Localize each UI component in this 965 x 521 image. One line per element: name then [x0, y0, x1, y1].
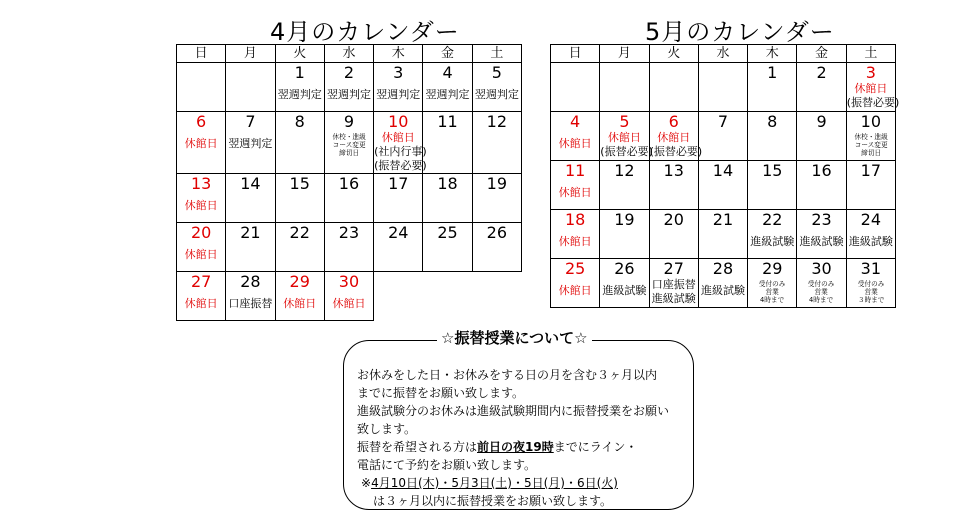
day-note: 翌週判定: [376, 88, 421, 101]
notice-line: [357, 438, 687, 456]
day-number: 15: [289, 174, 310, 193]
empty-day-cell: [226, 63, 275, 112]
day-number: 1: [294, 63, 305, 82]
weekday-header: 月: [226, 45, 275, 63]
day-note: (振替必要): [649, 145, 703, 158]
day-note: (振替必要): [846, 96, 900, 109]
affected-dates: 4月10日(木)・5月3日(土)・5日(月)・6日(火): [371, 476, 618, 490]
day-cell: [551, 210, 600, 259]
day-cell: [797, 259, 846, 308]
day-cell: [846, 161, 895, 210]
week-row: [177, 63, 522, 112]
day-cell: [600, 210, 649, 259]
day-number: 18: [437, 174, 458, 193]
day-number: 19: [614, 210, 635, 229]
day-note: 休館日: [558, 186, 592, 199]
day-number: 23: [811, 210, 832, 229]
day-number: 16: [811, 161, 832, 180]
weekday-header: 土: [472, 45, 521, 63]
day-note: 休館日: [558, 284, 592, 297]
day-number: 12: [614, 161, 635, 180]
day-number: 29: [762, 259, 783, 278]
day-cell: [846, 63, 900, 112]
day-number: 3: [393, 63, 404, 82]
day-number: 21: [712, 210, 734, 229]
day-cell: [748, 63, 797, 112]
day-number: 20: [190, 223, 212, 242]
day-cell: [748, 259, 797, 308]
day-number: 14: [240, 174, 261, 193]
day-note-small: 締切日: [860, 149, 881, 157]
day-cell: [423, 223, 472, 272]
weekday-header: 土: [846, 45, 895, 63]
week-row: [551, 161, 896, 210]
day-number: 16: [338, 174, 360, 193]
day-number: 10: [860, 112, 882, 131]
day-number: 23: [338, 223, 360, 242]
day-cell: [226, 272, 275, 321]
day-number: 20: [663, 210, 684, 229]
weekday-header: 火: [275, 45, 324, 63]
day-cell: [797, 210, 846, 259]
empty-area: [472, 272, 521, 321]
day-cell: [472, 112, 521, 174]
day-cell: [177, 112, 226, 174]
day-cell: [698, 161, 747, 210]
day-note-small: 営業: [765, 288, 779, 296]
day-cell: [748, 161, 797, 210]
week-row: [177, 272, 522, 321]
day-cell: [177, 272, 226, 321]
day-note: 休館日: [332, 297, 366, 310]
day-cell: [177, 174, 226, 223]
day-number: 3: [865, 63, 876, 82]
day-cell: [649, 259, 698, 308]
day-cell: [275, 112, 324, 174]
day-note: 休館日: [607, 131, 641, 144]
day-number: 27: [663, 259, 684, 278]
day-number: 18: [564, 210, 586, 229]
day-note: 翌週判定: [228, 137, 273, 150]
day-note-small: 締切日: [339, 149, 359, 157]
day-note: 翌週判定: [425, 88, 470, 101]
day-note: (振替必要): [600, 145, 653, 158]
day-note: 休館日: [283, 297, 317, 310]
day-number: 10: [388, 112, 409, 131]
day-note: 休館日: [184, 137, 218, 150]
weekday-header: 木: [374, 45, 423, 63]
day-number: 2: [343, 63, 355, 82]
day-number: 5: [491, 63, 502, 82]
notice-line: までに振替をお願い致します。: [357, 386, 525, 400]
day-note: 休館日: [558, 235, 592, 248]
weekday-header: 金: [423, 45, 472, 63]
notice-text: [357, 366, 687, 510]
day-cell: [649, 112, 703, 161]
day-cell: [797, 63, 846, 112]
day-note: (振替必要): [374, 159, 427, 172]
day-number: 8: [767, 112, 778, 131]
day-number: 19: [486, 174, 508, 193]
day-number: 14: [712, 161, 734, 180]
day-cell: [600, 112, 653, 161]
day-number: 5: [619, 112, 630, 131]
day-cell: [374, 112, 427, 174]
day-number: 30: [811, 259, 832, 278]
day-cell: [374, 63, 423, 112]
day-cell: [226, 223, 275, 272]
day-note: 翌週判定: [277, 88, 322, 101]
day-note: 進級試験: [848, 235, 893, 248]
day-note-small: 受付のみ: [758, 280, 786, 288]
day-number: 7: [717, 112, 729, 131]
day-cell: [797, 161, 846, 210]
day-number: 15: [762, 161, 783, 180]
day-number: 11: [564, 161, 586, 180]
week-row: [551, 210, 896, 259]
day-cell: [275, 223, 324, 272]
day-number: 21: [240, 223, 261, 242]
day-cell: [698, 259, 747, 308]
empty-day-cell: [649, 63, 698, 112]
day-cell: [324, 174, 373, 223]
day-cell: [423, 112, 472, 174]
day-cell: [551, 161, 600, 210]
notice-line: お休みをした日・お休みをする日の月を含む３ヶ月以内: [357, 368, 658, 382]
day-cell: [846, 210, 895, 259]
day-number: 6: [196, 112, 207, 131]
day-number: 29: [289, 272, 310, 291]
day-number: 31: [860, 259, 882, 278]
empty-day-cell: [698, 63, 747, 112]
day-number: 22: [289, 223, 310, 242]
day-note: 休館日: [381, 131, 415, 144]
day-note-small: 受付のみ: [857, 280, 885, 288]
day-cell: [324, 223, 373, 272]
notice-text-span: 振替を希望される方は: [357, 440, 478, 454]
empty-day-cell: [600, 63, 649, 112]
day-number: 22: [762, 210, 783, 229]
week-row: [177, 112, 522, 174]
day-cell: [797, 112, 846, 161]
notice-title: ☆振替授業について☆: [437, 328, 592, 348]
day-cell: [600, 161, 649, 210]
day-note: 口座振替: [228, 297, 273, 310]
day-note: 翌週判定: [474, 88, 519, 101]
day-cell: [472, 174, 521, 223]
day-cell: [275, 63, 324, 112]
weekday-header: 木: [748, 45, 797, 63]
day-note-small: 受付のみ: [808, 280, 835, 288]
week-row: [177, 223, 522, 272]
april-calendar: [176, 44, 522, 321]
day-note: 進級試験: [750, 235, 795, 248]
day-number: 8: [294, 112, 305, 131]
day-number: 9: [816, 112, 827, 131]
empty-area: [374, 272, 423, 321]
day-number: 4: [570, 112, 581, 131]
day-cell: [551, 259, 600, 308]
day-cell: [472, 63, 521, 112]
day-number: 1: [767, 63, 778, 82]
day-number: 7: [245, 112, 256, 131]
weekday-header: 日: [551, 45, 600, 63]
day-number: 4: [442, 63, 453, 82]
day-cell: [423, 63, 472, 112]
day-number: 24: [388, 223, 409, 242]
day-note: 休館日: [184, 199, 218, 212]
day-cell: [275, 174, 324, 223]
empty-area: [423, 272, 472, 321]
day-note: (社内行事): [374, 145, 427, 158]
day-number: 2: [816, 63, 827, 82]
weekday-header: 水: [324, 45, 373, 63]
weekday-header: 日: [177, 45, 226, 63]
day-cell: [600, 259, 649, 308]
day-cell: [698, 210, 747, 259]
day-number: 24: [860, 210, 882, 229]
day-note: 休館日: [558, 137, 592, 150]
april-calendar-title: 4月のカレンダー: [270, 18, 460, 46]
day-note-small: 営業: [864, 288, 878, 296]
day-note-small: コース変更: [854, 141, 888, 149]
day-cell: [177, 223, 226, 272]
day-number: 27: [190, 272, 212, 291]
day-number: 28: [240, 272, 261, 291]
weekday-header: 火: [649, 45, 698, 63]
day-note-small: 休校・進級: [854, 133, 888, 141]
day-cell: [748, 210, 797, 259]
day-number: 25: [564, 259, 586, 278]
day-number: 12: [486, 112, 508, 131]
day-number: 26: [614, 259, 635, 278]
day-note: 進級試験: [799, 235, 844, 248]
notice-line: 進級試験分のお休みは進級試験期間内に振替授業をお願い: [357, 404, 670, 418]
day-cell: [324, 112, 373, 174]
day-number: 26: [486, 223, 508, 242]
day-number: 6: [668, 112, 679, 131]
day-number: 9: [343, 112, 355, 131]
day-number: 13: [663, 161, 684, 180]
day-note: 口座振替: [651, 278, 696, 291]
day-note-small: 4時まで: [760, 296, 785, 304]
weekday-header: 月: [600, 45, 649, 63]
day-note: 翌週判定: [326, 88, 371, 101]
day-note: 休館日: [854, 82, 888, 95]
week-row: [177, 174, 522, 223]
day-cell: [846, 259, 895, 308]
week-row: [551, 259, 896, 308]
day-note: 休館日: [184, 297, 218, 310]
day-number: 17: [388, 174, 409, 193]
day-cell: [226, 112, 275, 174]
week-row: [551, 63, 896, 112]
notice-line: 致します。: [357, 422, 417, 436]
day-cell: [374, 223, 423, 272]
day-note: 休館日: [184, 248, 218, 261]
notice-text-span: までにライン・: [553, 440, 638, 454]
may-calendar: [550, 44, 900, 308]
day-note-small: 休校・進級: [332, 133, 366, 141]
day-number: 25: [437, 223, 458, 242]
empty-day-cell: [177, 63, 226, 112]
day-note: 進級試験: [602, 284, 647, 297]
day-number: 30: [338, 272, 360, 291]
day-cell: [324, 63, 373, 112]
day-number: 11: [437, 112, 458, 131]
empty-day-cell: [551, 63, 600, 112]
deadline-emphasis: 前日の夜19時: [477, 440, 554, 454]
day-number: 13: [190, 174, 212, 193]
day-note: 進級試験: [700, 284, 745, 297]
day-note-small: コース変更: [332, 141, 366, 149]
notice-line: は３ヶ月以内に振替授業をお願い致します。: [373, 494, 613, 508]
day-cell: [698, 112, 747, 161]
day-cell: [472, 223, 521, 272]
day-number: 17: [860, 161, 882, 180]
day-cell: [324, 272, 373, 321]
notice-line: 電話にて予約をお願い致します。: [357, 458, 537, 472]
day-cell: [649, 210, 698, 259]
day-note-small: 4時まで: [809, 296, 834, 304]
day-cell: [374, 174, 423, 223]
day-cell: [748, 112, 797, 161]
day-note: 進級試験: [651, 292, 696, 305]
notice-text-span: ※: [361, 476, 372, 490]
notice-line: [357, 474, 687, 492]
day-number: 28: [712, 259, 734, 278]
day-note: 休館日: [657, 131, 691, 144]
day-cell: [551, 112, 600, 161]
day-note-small: ３時まで: [857, 296, 885, 304]
day-note-small: 営業: [814, 288, 829, 296]
week-row: [551, 112, 896, 161]
day-cell: [846, 112, 895, 161]
day-cell: [226, 174, 275, 223]
day-cell: [275, 272, 324, 321]
weekday-header: 金: [797, 45, 846, 63]
day-cell: [423, 174, 472, 223]
may-calendar-title: 5月のカレンダー: [645, 18, 835, 46]
day-cell: [649, 161, 698, 210]
weekday-header: 水: [698, 45, 747, 63]
